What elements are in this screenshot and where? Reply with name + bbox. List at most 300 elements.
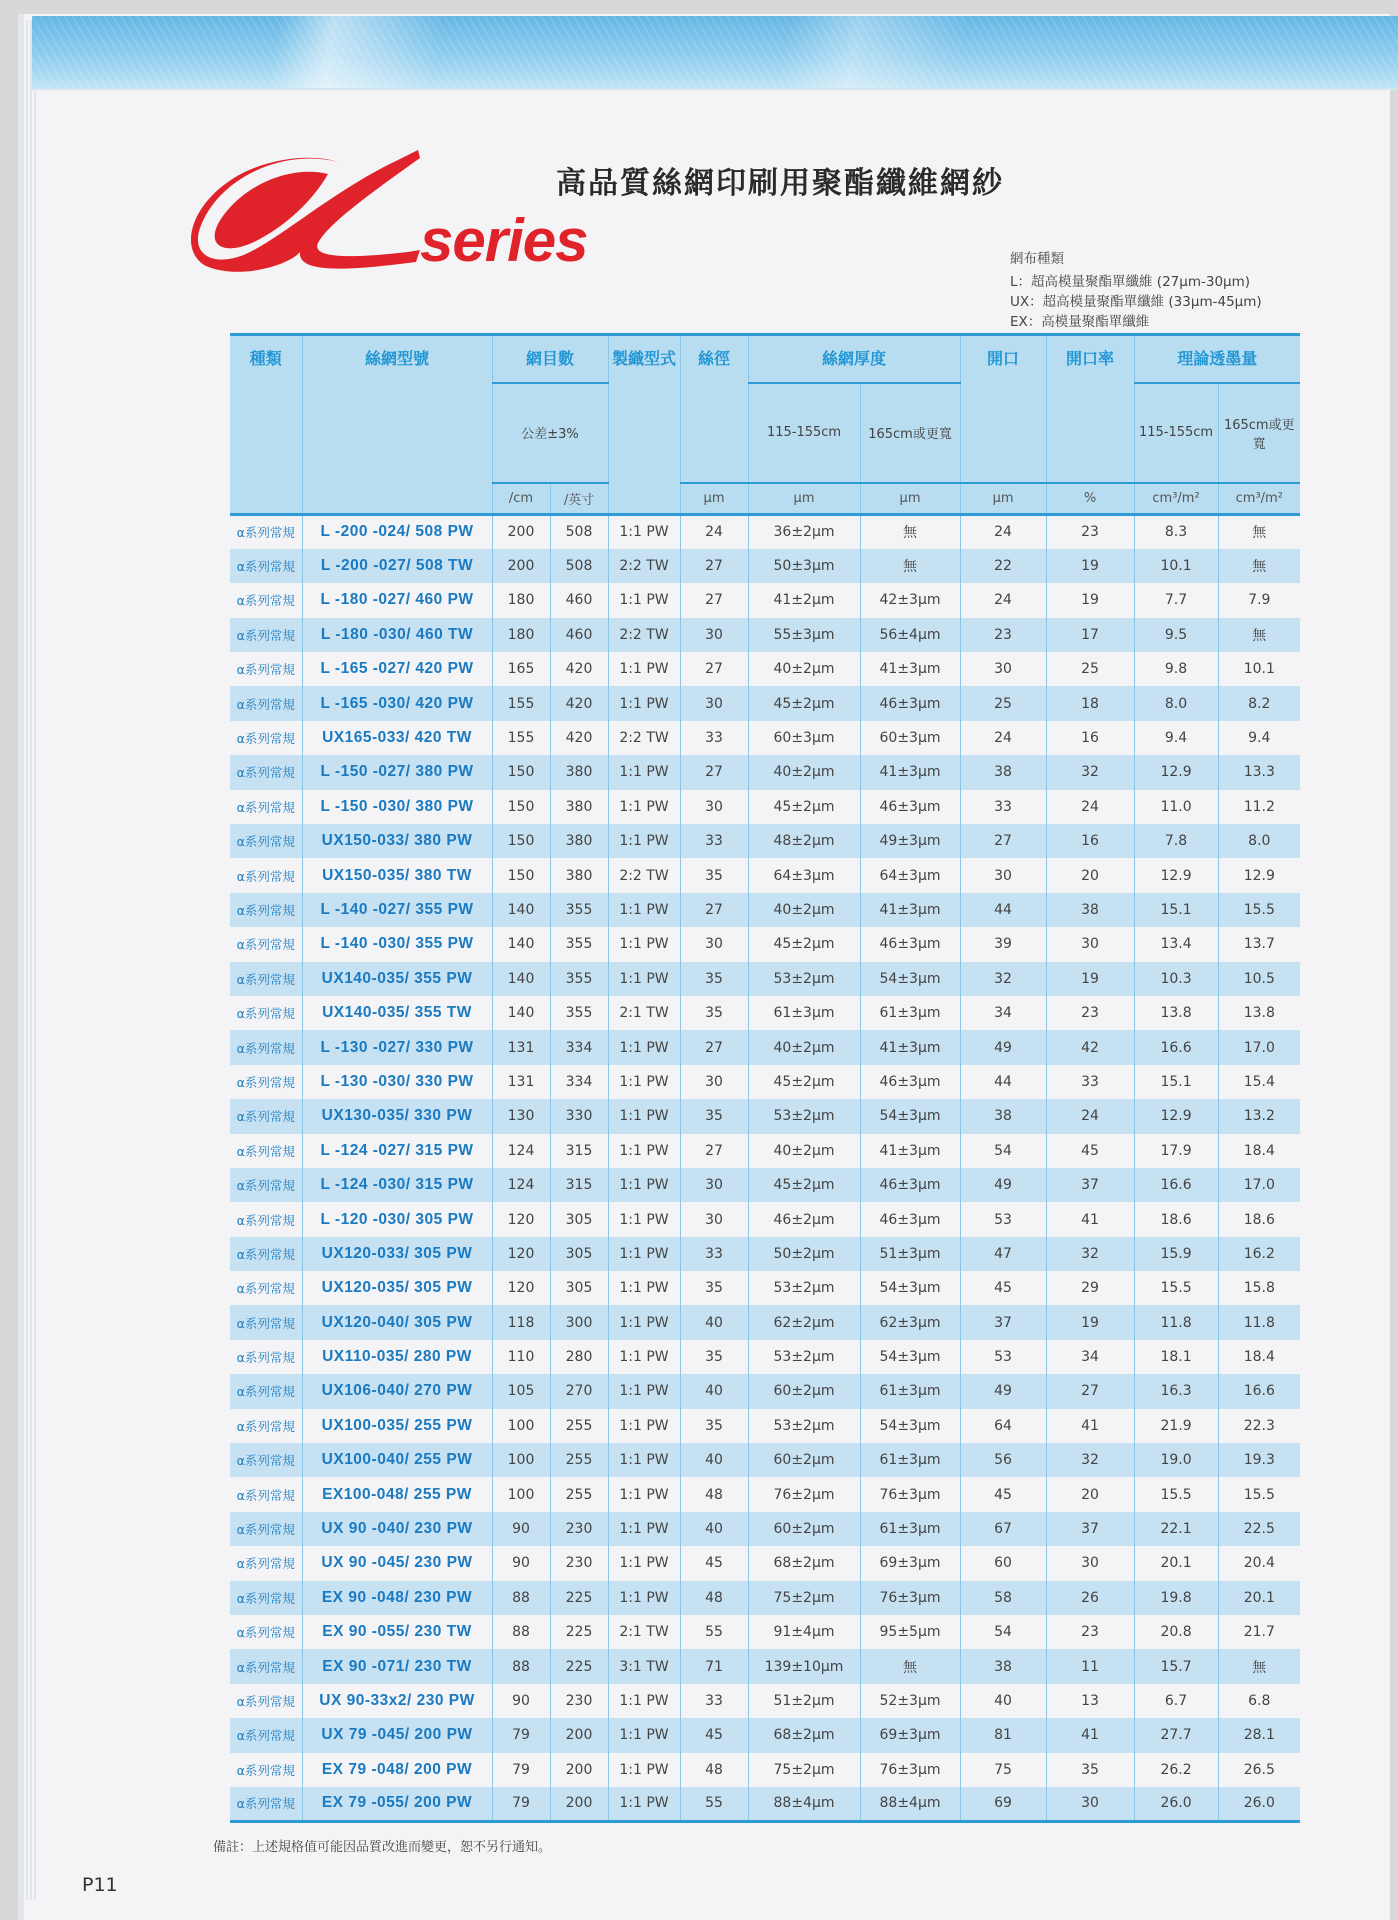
cell-cm: 90 xyxy=(492,1546,550,1580)
cell-th-b: 76±3μm xyxy=(860,1477,960,1511)
cell-ink-a: 13.8 xyxy=(1134,996,1218,1030)
cell-th-b: 54±3μm xyxy=(860,1340,960,1374)
cell-th-a: 48±2μm xyxy=(748,824,860,858)
cell-cm: 79 xyxy=(492,1753,550,1787)
cell-th-b: 60±3μm xyxy=(860,721,960,755)
unit-open-area: % xyxy=(1046,483,1134,515)
cell-th-b: 46±3μm xyxy=(860,1168,960,1202)
cell-kind: α系列常規 xyxy=(230,1684,302,1718)
cell-ink-b: 無 xyxy=(1218,549,1300,583)
cell-cm: 90 xyxy=(492,1512,550,1546)
cell-kind: α系列常規 xyxy=(230,1237,302,1271)
cell-weave: 2:2 TW xyxy=(608,858,680,892)
cell-open: 24 xyxy=(960,583,1046,617)
cell-rate: 24 xyxy=(1046,790,1134,824)
cell-model: UX 90-33x2/ 230 PW xyxy=(302,1684,492,1718)
cell-ink-a: 12.9 xyxy=(1134,858,1218,892)
cell-cm: 140 xyxy=(492,996,550,1030)
cell-dia: 35 xyxy=(680,1409,748,1443)
cell-th-a: 40±2μm xyxy=(748,1030,860,1064)
cell-th-b: 41±3μm xyxy=(860,652,960,686)
cell-th-a: 40±2μm xyxy=(748,893,860,927)
cell-ink-a: 9.4 xyxy=(1134,721,1218,755)
cell-ink-b: 15.5 xyxy=(1218,1477,1300,1511)
cell-rate: 29 xyxy=(1046,1271,1134,1305)
cell-ink-b: 17.0 xyxy=(1218,1168,1300,1202)
cell-cm: 100 xyxy=(492,1409,550,1443)
header-kind: 種類 xyxy=(230,335,302,515)
cell-rate: 30 xyxy=(1046,1787,1134,1821)
cell-open: 38 xyxy=(960,1649,1046,1683)
cell-open: 24 xyxy=(960,515,1046,549)
cell-th-a: 45±2μm xyxy=(748,1168,860,1202)
header-mesh-count: 網目數 xyxy=(492,335,608,383)
cell-th-b: 62±3μm xyxy=(860,1305,960,1339)
cell-ink-a: 8.3 xyxy=(1134,515,1218,549)
cell-open: 49 xyxy=(960,1030,1046,1064)
cell-cm: 100 xyxy=(492,1443,550,1477)
cell-th-a: 75±2μm xyxy=(748,1581,860,1615)
cell-th-a: 45±2μm xyxy=(748,927,860,961)
table-row xyxy=(230,858,1300,892)
cell-weave: 2:1 TW xyxy=(608,1615,680,1649)
cell-model: L -165 -027/ 420 PW xyxy=(302,652,492,686)
table-row xyxy=(230,790,1300,824)
cell-model: L -124 -027/ 315 PW xyxy=(302,1134,492,1168)
cell-model: EX 90 -071/ 230 TW xyxy=(302,1649,492,1683)
cell-rate: 19 xyxy=(1046,962,1134,996)
spec-table-body xyxy=(230,515,1300,1822)
cell-dia: 27 xyxy=(680,1134,748,1168)
cell-th-a: 45±2μm xyxy=(748,686,860,720)
table-row xyxy=(230,583,1300,617)
cell-th-a: 40±2μm xyxy=(748,652,860,686)
cell-th-a: 64±3μm xyxy=(748,858,860,892)
cell-model: UX120-040/ 305 PW xyxy=(302,1305,492,1339)
table-row xyxy=(230,1237,1300,1271)
cell-rate: 18 xyxy=(1046,686,1134,720)
page-stack-edge xyxy=(22,20,36,1900)
cell-open: 54 xyxy=(960,1615,1046,1649)
cell-weave: 1:1 PW xyxy=(608,1443,680,1477)
cell-open: 56 xyxy=(960,1443,1046,1477)
cell-th-a: 50±3μm xyxy=(748,549,860,583)
page-number: P11 xyxy=(82,1874,118,1896)
cell-open: 30 xyxy=(960,858,1046,892)
cell-cm: 130 xyxy=(492,1099,550,1133)
cell-ink-a: 15.1 xyxy=(1134,1065,1218,1099)
table-row xyxy=(230,1271,1300,1305)
cell-rate: 41 xyxy=(1046,1409,1134,1443)
cell-inch: 255 xyxy=(550,1477,608,1511)
table-row xyxy=(230,686,1300,720)
cell-kind: α系列常規 xyxy=(230,515,302,549)
cell-kind: α系列常規 xyxy=(230,583,302,617)
cell-cm: 88 xyxy=(492,1615,550,1649)
cell-dia: 40 xyxy=(680,1305,748,1339)
cell-th-b: 46±3μm xyxy=(860,790,960,824)
table-row xyxy=(230,962,1300,996)
cell-th-a: 53±2μm xyxy=(748,1409,860,1443)
logo-series-text: series xyxy=(420,207,588,274)
cell-inch: 334 xyxy=(550,1030,608,1064)
cell-dia: 40 xyxy=(680,1512,748,1546)
cell-inch: 330 xyxy=(550,1099,608,1133)
cell-ink-a: 19.0 xyxy=(1134,1443,1218,1477)
cell-ink-b: 13.2 xyxy=(1218,1099,1300,1133)
header-weave: 製織型式 xyxy=(608,335,680,515)
cell-model: UX140-035/ 355 TW xyxy=(302,996,492,1030)
cell-ink-a: 15.9 xyxy=(1134,1237,1218,1271)
cell-model: L -130 -027/ 330 PW xyxy=(302,1030,492,1064)
cell-dia: 30 xyxy=(680,686,748,720)
cell-kind: α系列常規 xyxy=(230,1099,302,1133)
cell-open: 60 xyxy=(960,1546,1046,1580)
table-row xyxy=(230,1340,1300,1374)
unit-ink-a: cm³/m² xyxy=(1134,483,1218,515)
cell-ink-a: 15.1 xyxy=(1134,893,1218,927)
cell-kind: α系列常規 xyxy=(230,824,302,858)
cell-rate: 41 xyxy=(1046,1202,1134,1236)
cell-th-b: 41±3μm xyxy=(860,755,960,789)
cell-kind: α系列常規 xyxy=(230,721,302,755)
cell-th-b: 54±3μm xyxy=(860,1099,960,1133)
cell-ink-a: 27.7 xyxy=(1134,1718,1218,1752)
cell-th-b: 46±3μm xyxy=(860,1202,960,1236)
cell-rate: 30 xyxy=(1046,927,1134,961)
cell-ink-b: 11.2 xyxy=(1218,790,1300,824)
header-ink-volume: 理論透墨量 xyxy=(1134,335,1300,383)
cell-ink-b: 20.1 xyxy=(1218,1581,1300,1615)
cell-ink-a: 10.1 xyxy=(1134,549,1218,583)
cell-th-a: 45±2μm xyxy=(748,790,860,824)
cell-th-a: 53±2μm xyxy=(748,962,860,996)
cell-ink-b: 26.0 xyxy=(1218,1787,1300,1821)
cell-open: 39 xyxy=(960,927,1046,961)
cell-rate: 27 xyxy=(1046,1374,1134,1408)
cell-ink-a: 18.1 xyxy=(1134,1340,1218,1374)
cell-inch: 460 xyxy=(550,618,608,652)
header-model: 絲網型號 xyxy=(302,335,492,515)
table-row xyxy=(230,755,1300,789)
table-row xyxy=(230,1409,1300,1443)
cell-cm: 140 xyxy=(492,927,550,961)
cell-model: L -180 -030/ 460 TW xyxy=(302,618,492,652)
cell-dia: 48 xyxy=(680,1753,748,1787)
cell-th-b: 76±3μm xyxy=(860,1753,960,1787)
cell-inch: 355 xyxy=(550,962,608,996)
table-row xyxy=(230,515,1300,549)
cell-cm: 155 xyxy=(492,721,550,755)
legend-item-l: L：超高模量聚酯單纖維 (27μm-30μm) xyxy=(1010,274,1251,290)
cell-dia: 27 xyxy=(680,893,748,927)
cell-cm: 110 xyxy=(492,1340,550,1374)
cell-ink-b: 13.7 xyxy=(1218,927,1300,961)
cell-weave: 1:1 PW xyxy=(608,1237,680,1271)
page-title: 高品質絲網印刷用聚酯纖維網紗 xyxy=(556,166,1004,201)
cell-cm: 90 xyxy=(492,1684,550,1718)
cell-kind: α系列常規 xyxy=(230,1546,302,1580)
cell-ink-b: 13.3 xyxy=(1218,755,1300,789)
cell-ink-b: 16.6 xyxy=(1218,1374,1300,1408)
cell-kind: α系列常規 xyxy=(230,1581,302,1615)
cell-kind: α系列常規 xyxy=(230,927,302,961)
cell-kind: α系列常規 xyxy=(230,858,302,892)
cell-ink-b: 8.0 xyxy=(1218,824,1300,858)
cell-th-b: 46±3μm xyxy=(860,927,960,961)
cell-th-b: 54±3μm xyxy=(860,1271,960,1305)
cell-ink-b: 15.4 xyxy=(1218,1065,1300,1099)
cell-ink-b: 16.2 xyxy=(1218,1237,1300,1271)
cell-ink-a: 20.8 xyxy=(1134,1615,1218,1649)
cell-ink-b: 12.9 xyxy=(1218,858,1300,892)
unit-ink-b: cm³/m² xyxy=(1218,483,1300,515)
spec-table xyxy=(230,333,1300,1823)
cell-rate: 32 xyxy=(1046,1443,1134,1477)
cell-ink-b: 22.5 xyxy=(1218,1512,1300,1546)
cell-cm: 120 xyxy=(492,1202,550,1236)
table-row xyxy=(230,721,1300,755)
cell-open: 44 xyxy=(960,1065,1046,1099)
cell-dia: 30 xyxy=(680,927,748,961)
cell-th-b: 64±3μm xyxy=(860,858,960,892)
cell-weave: 1:1 PW xyxy=(608,1753,680,1787)
cell-model: UX130-035/ 330 PW xyxy=(302,1099,492,1133)
table-row xyxy=(230,1546,1300,1580)
cell-ink-a: 20.1 xyxy=(1134,1546,1218,1580)
cell-dia: 35 xyxy=(680,1340,748,1374)
cell-th-a: 91±4μm xyxy=(748,1615,860,1649)
cell-open: 25 xyxy=(960,686,1046,720)
cell-weave: 1:1 PW xyxy=(608,1581,680,1615)
cell-inch: 230 xyxy=(550,1546,608,1580)
cell-kind: α系列常規 xyxy=(230,1615,302,1649)
cell-th-b: 42±3μm xyxy=(860,583,960,617)
cell-rate: 23 xyxy=(1046,996,1134,1030)
cell-dia: 30 xyxy=(680,1168,748,1202)
cell-ink-b: 10.1 xyxy=(1218,652,1300,686)
cell-weave: 1:1 PW xyxy=(608,824,680,858)
cell-model: UX150-035/ 380 TW xyxy=(302,858,492,892)
cell-weave: 1:1 PW xyxy=(608,1065,680,1099)
cell-kind: α系列常規 xyxy=(230,1134,302,1168)
cell-weave: 1:1 PW xyxy=(608,962,680,996)
cell-dia: 35 xyxy=(680,962,748,996)
cell-th-b: 61±3μm xyxy=(860,1374,960,1408)
cell-rate: 19 xyxy=(1046,583,1134,617)
legend-item-ux: UX：超高模量聚酯單纖維 (33μm-45μm) xyxy=(1010,294,1262,310)
cell-open: 75 xyxy=(960,1753,1046,1787)
cell-model: UX150-033/ 380 PW xyxy=(302,824,492,858)
cell-inch: 230 xyxy=(550,1512,608,1546)
cell-kind: α系列常規 xyxy=(230,1202,302,1236)
table-row xyxy=(230,1443,1300,1477)
cell-open: 54 xyxy=(960,1134,1046,1168)
cell-kind: α系列常規 xyxy=(230,686,302,720)
cell-cm: 79 xyxy=(492,1718,550,1752)
cell-kind: α系列常規 xyxy=(230,1271,302,1305)
cell-dia: 27 xyxy=(680,549,748,583)
table-row xyxy=(230,1581,1300,1615)
table-row xyxy=(230,618,1300,652)
table-row xyxy=(230,1684,1300,1718)
cell-th-b: 無 xyxy=(860,549,960,583)
cell-model: L -140 -027/ 355 PW xyxy=(302,893,492,927)
cell-cm: 180 xyxy=(492,618,550,652)
cell-th-b: 49±3μm xyxy=(860,824,960,858)
cell-cm: 180 xyxy=(492,583,550,617)
cell-cm: 150 xyxy=(492,790,550,824)
cell-inch: 380 xyxy=(550,790,608,824)
cell-ink-a: 18.6 xyxy=(1134,1202,1218,1236)
cell-inch: 280 xyxy=(550,1340,608,1374)
cell-dia: 27 xyxy=(680,755,748,789)
cell-ink-a: 16.3 xyxy=(1134,1374,1218,1408)
cell-ink-b: 無 xyxy=(1218,515,1300,549)
cell-model: UX100-040/ 255 PW xyxy=(302,1443,492,1477)
cell-dia: 45 xyxy=(680,1718,748,1752)
cell-rate: 37 xyxy=(1046,1168,1134,1202)
cell-weave: 1:1 PW xyxy=(608,1512,680,1546)
cell-ink-b: 22.3 xyxy=(1218,1409,1300,1443)
cell-kind: α系列常規 xyxy=(230,549,302,583)
cell-rate: 30 xyxy=(1046,1546,1134,1580)
table-row xyxy=(230,1718,1300,1752)
cell-ink-b: 8.2 xyxy=(1218,686,1300,720)
cell-weave: 1:1 PW xyxy=(608,1271,680,1305)
cell-inch: 200 xyxy=(550,1753,608,1787)
cell-th-b: 46±3μm xyxy=(860,686,960,720)
cell-ink-b: 9.4 xyxy=(1218,721,1300,755)
cell-weave: 1:1 PW xyxy=(608,1787,680,1821)
cell-th-a: 55±3μm xyxy=(748,618,860,652)
cell-ink-a: 9.5 xyxy=(1134,618,1218,652)
cell-ink-a: 12.9 xyxy=(1134,1099,1218,1133)
mesh-type-legend xyxy=(1010,249,1262,332)
cell-dia: 55 xyxy=(680,1615,748,1649)
cell-weave: 1:1 PW xyxy=(608,1202,680,1236)
cell-weave: 1:1 PW xyxy=(608,1168,680,1202)
cell-dia: 48 xyxy=(680,1477,748,1511)
cell-model: L -120 -030/ 305 PW xyxy=(302,1202,492,1236)
cell-kind: α系列常規 xyxy=(230,755,302,789)
cell-cm: 155 xyxy=(492,686,550,720)
cell-model: UX 90 -045/ 230 PW xyxy=(302,1546,492,1580)
cell-kind: α系列常規 xyxy=(230,1753,302,1787)
cell-th-b: 46±3μm xyxy=(860,1065,960,1099)
cell-model: EX100-048/ 255 PW xyxy=(302,1477,492,1511)
cell-model: EX 90 -048/ 230 PW xyxy=(302,1581,492,1615)
cell-th-a: 40±2μm xyxy=(748,1134,860,1168)
cell-ink-b: 26.5 xyxy=(1218,1753,1300,1787)
cell-rate: 41 xyxy=(1046,1718,1134,1752)
cell-cm: 88 xyxy=(492,1649,550,1683)
cell-open: 81 xyxy=(960,1718,1046,1752)
cell-weave: 2:1 TW xyxy=(608,996,680,1030)
cell-cm: 88 xyxy=(492,1581,550,1615)
cell-th-a: 75±2μm xyxy=(748,1753,860,1787)
table-row xyxy=(230,1305,1300,1339)
cell-dia: 33 xyxy=(680,1237,748,1271)
cell-inch: 270 xyxy=(550,1374,608,1408)
cell-kind: α系列常規 xyxy=(230,1718,302,1752)
cell-open: 49 xyxy=(960,1374,1046,1408)
cell-weave: 1:1 PW xyxy=(608,1477,680,1511)
cell-th-a: 51±2μm xyxy=(748,1684,860,1718)
cell-inch: 508 xyxy=(550,549,608,583)
cell-cm: 131 xyxy=(492,1030,550,1064)
cell-weave: 1:1 PW xyxy=(608,927,680,961)
cell-rate: 19 xyxy=(1046,549,1134,583)
cell-model: EX 79 -055/ 200 PW xyxy=(302,1787,492,1821)
cell-inch: 305 xyxy=(550,1237,608,1271)
cell-th-b: 無 xyxy=(860,1649,960,1683)
cell-weave: 1:1 PW xyxy=(608,1030,680,1064)
cell-cm: 150 xyxy=(492,858,550,892)
cell-open: 37 xyxy=(960,1305,1046,1339)
table-row xyxy=(230,1787,1300,1821)
header-ink-wide: 165cm或更寬 xyxy=(1218,383,1300,483)
cell-model: UX100-035/ 255 PW xyxy=(302,1409,492,1443)
cell-cm: 131 xyxy=(492,1065,550,1099)
cell-ink-b: 18.4 xyxy=(1218,1134,1300,1168)
table-row xyxy=(230,652,1300,686)
cell-th-a: 60±3μm xyxy=(748,721,860,755)
cell-model: UX120-035/ 305 PW xyxy=(302,1271,492,1305)
cell-inch: 255 xyxy=(550,1409,608,1443)
cell-open: 53 xyxy=(960,1340,1046,1374)
cell-th-a: 53±2μm xyxy=(748,1099,860,1133)
cell-weave: 2:2 TW xyxy=(608,721,680,755)
unit-per-inch: /英寸 xyxy=(550,483,608,515)
cell-inch: 355 xyxy=(550,996,608,1030)
cell-th-b: 41±3μm xyxy=(860,1134,960,1168)
cell-th-b: 61±3μm xyxy=(860,1512,960,1546)
cell-inch: 380 xyxy=(550,824,608,858)
cell-inch: 420 xyxy=(550,721,608,755)
cell-inch: 300 xyxy=(550,1305,608,1339)
table-row xyxy=(230,1512,1300,1546)
cell-th-b: 56±4μm xyxy=(860,618,960,652)
table-row xyxy=(230,996,1300,1030)
cell-dia: 27 xyxy=(680,583,748,617)
cell-rate: 34 xyxy=(1046,1340,1134,1374)
cell-open: 47 xyxy=(960,1237,1046,1271)
cell-model: L -130 -030/ 330 PW xyxy=(302,1065,492,1099)
cell-open: 32 xyxy=(960,962,1046,996)
cell-th-a: 36±2μm xyxy=(748,515,860,549)
cell-weave: 3:1 TW xyxy=(608,1649,680,1683)
cell-dia: 27 xyxy=(680,652,748,686)
cell-ink-b: 17.0 xyxy=(1218,1030,1300,1064)
cell-th-b: 41±3μm xyxy=(860,893,960,927)
cell-inch: 355 xyxy=(550,893,608,927)
cell-dia: 30 xyxy=(680,790,748,824)
cell-kind: α系列常規 xyxy=(230,790,302,824)
header-thickness-narrow: 115-155cm xyxy=(748,383,860,483)
cell-ink-b: 20.4 xyxy=(1218,1546,1300,1580)
cell-ink-a: 15.5 xyxy=(1134,1271,1218,1305)
cell-weave: 1:1 PW xyxy=(608,1409,680,1443)
cell-dia: 45 xyxy=(680,1546,748,1580)
cell-ink-a: 7.7 xyxy=(1134,583,1218,617)
table-row xyxy=(230,1615,1300,1649)
cell-th-b: 95±5μm xyxy=(860,1615,960,1649)
cell-weave: 1:1 PW xyxy=(608,686,680,720)
cell-th-a: 50±2μm xyxy=(748,1237,860,1271)
cell-weave: 1:1 PW xyxy=(608,1718,680,1752)
unit-thickness-b: μm xyxy=(860,483,960,515)
